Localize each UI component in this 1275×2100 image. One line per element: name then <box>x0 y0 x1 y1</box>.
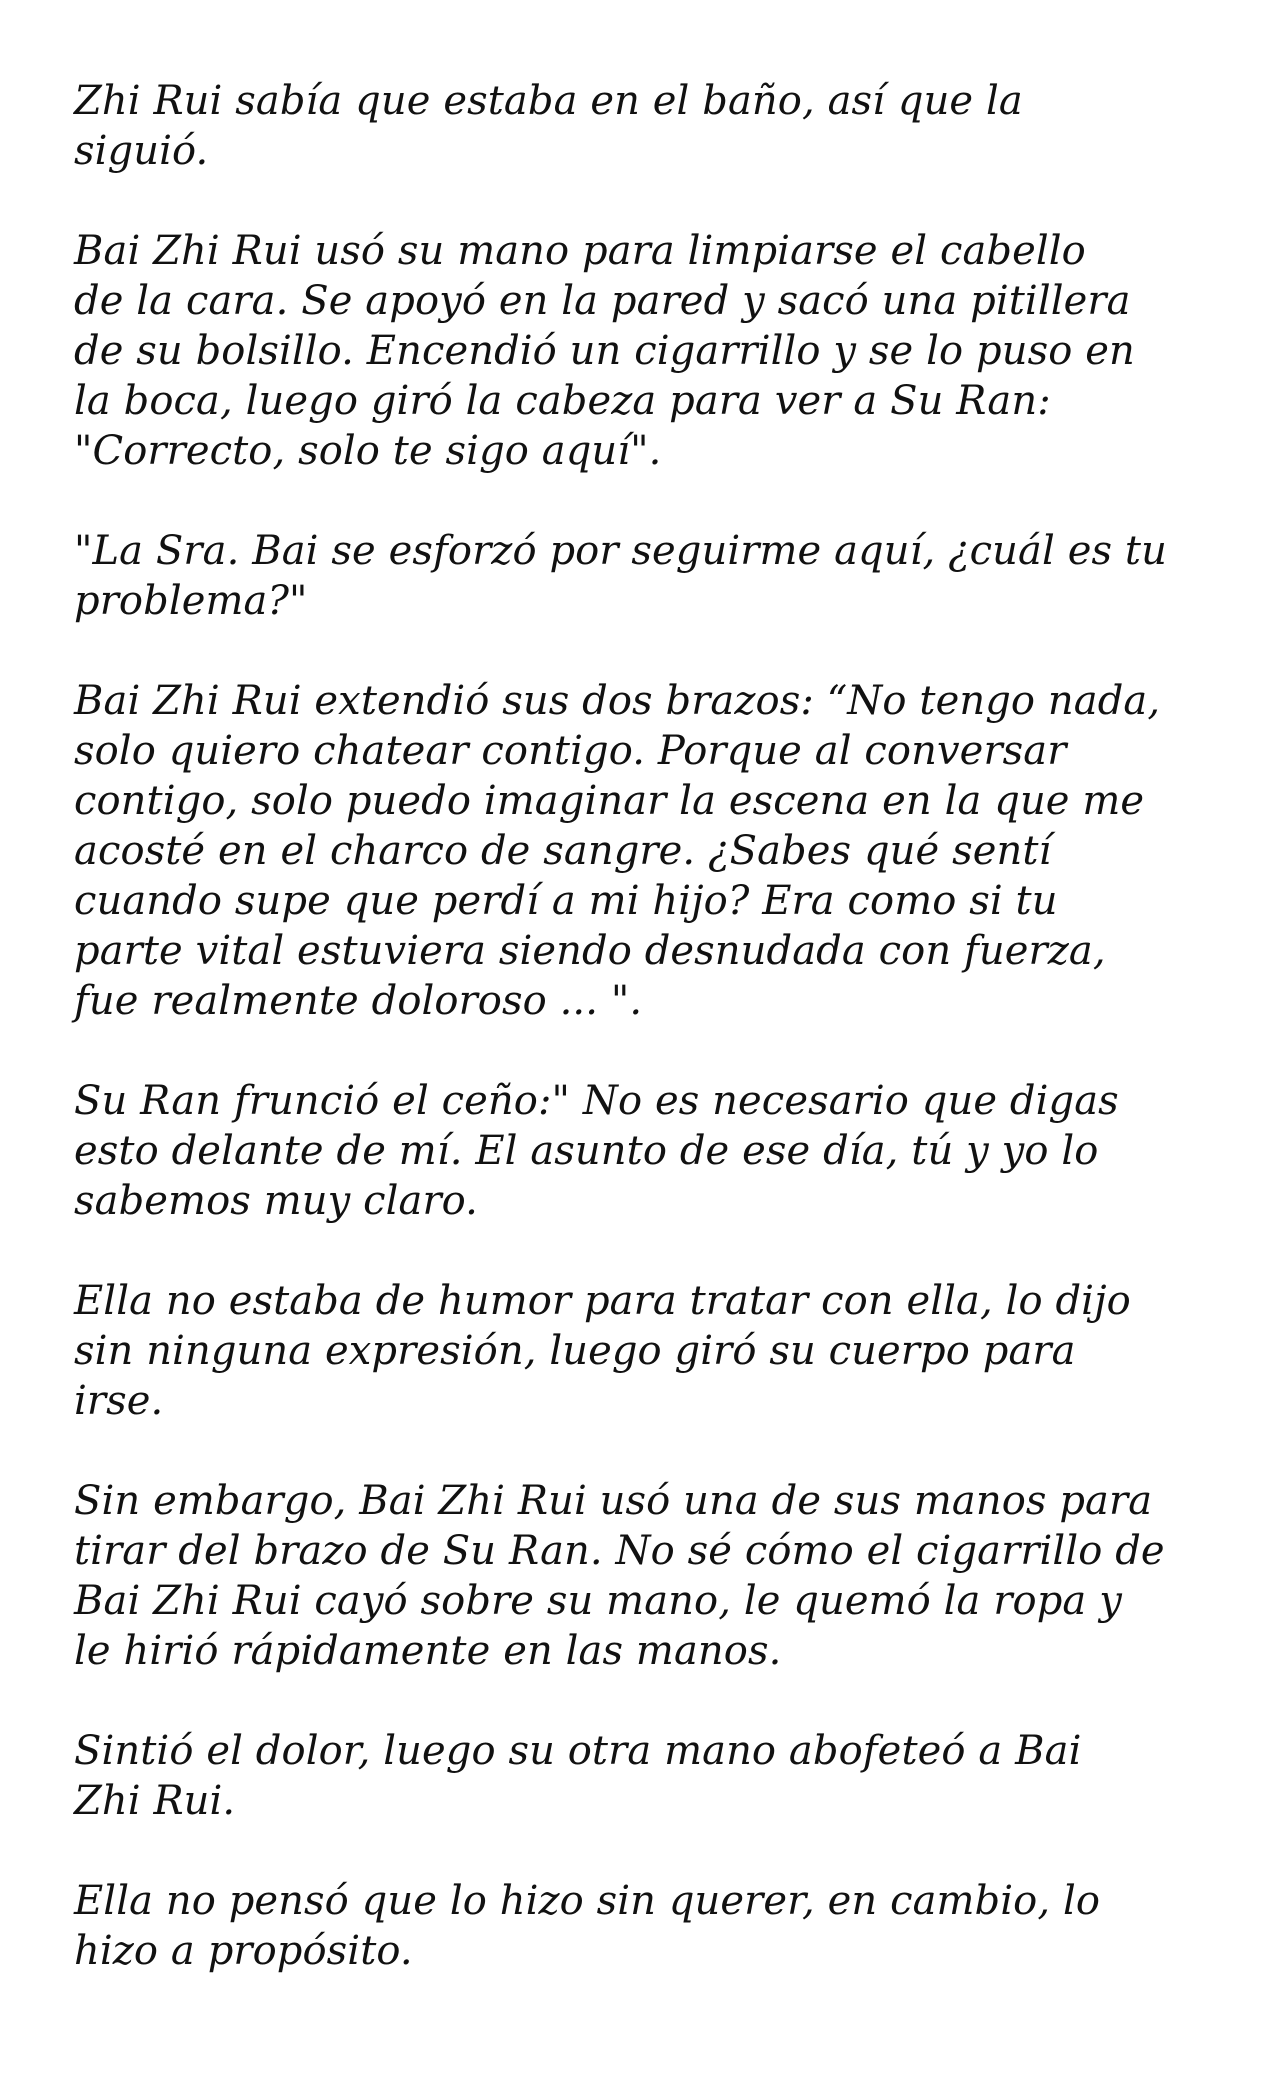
text-line: Su Ran frunció el ceño:" No es necesario que digas <box>74 1078 1119 1124</box>
text-line: Bai Zhi Rui cayó sobre su mano, le quemó la ropa y <box>74 1578 1122 1624</box>
paragraph-3 <box>74 526 1204 626</box>
text-line: Bai Zhi Rui usó su mano para limpiarse el cabello <box>74 228 1086 274</box>
text-line: irse. <box>74 1378 164 1424</box>
text-line: Sintió el dolor, luego su otra mano abofeteó a Bai <box>74 1728 1082 1774</box>
text-line: sabemos muy claro. <box>74 1178 478 1224</box>
text-line: sin ninguna expresión, luego giró su cuerpo para <box>74 1328 1076 1374</box>
text-line: Zhi Rui. <box>74 1778 236 1824</box>
text-line: cuando supe que perdí a mi hijo? Era como si tu <box>74 878 1058 924</box>
text-line: contigo, solo puedo imaginar la escena en la que me <box>74 778 1145 824</box>
text-line: problema?" <box>74 578 308 624</box>
text-line: solo quiero chatear contigo. Porque al conversar <box>74 728 1067 774</box>
text-line: Sin embargo, Bai Zhi Rui usó una de sus manos para <box>74 1478 1153 1524</box>
paragraph-2 <box>74 226 1204 476</box>
text-line: "Correcto, solo te sigo aquí". <box>74 428 662 474</box>
text-line: acosté en el charco de sangre. ¿Sabes qué sentí <box>74 828 1052 874</box>
text-line: esto delante de mí. El asunto de ese día, tú y yo lo <box>74 1128 1099 1174</box>
text-line: tirar del brazo de Su Ran. No sé cómo el cigarrillo de <box>74 1528 1165 1574</box>
paragraph-9 <box>74 1876 1204 1976</box>
text-line: de su bolsillo. Encendió un cigarrillo y se lo puso en <box>74 328 1135 374</box>
text-line: parte vital estuviera siendo desnudada con fuerza, <box>74 928 1106 974</box>
text-line: Bai Zhi Rui extendió sus dos brazos: “No tengo nada, <box>74 678 1161 724</box>
document-body <box>74 76 1204 2026</box>
text-line: Zhi Rui sabía que estaba en el baño, así que la <box>74 78 1023 124</box>
text-line: Ella no estaba de humor para tratar con ella, lo dijo <box>74 1278 1131 1324</box>
text-line: Ella no pensó que lo hizo sin querer, en cambio, lo <box>74 1878 1101 1924</box>
paragraph-7 <box>74 1476 1204 1676</box>
paragraph-4 <box>74 676 1204 1026</box>
text-line: fue realmente doloroso ... ". <box>74 978 643 1024</box>
text-line: hizo a propósito. <box>74 1928 413 1974</box>
paragraph-8 <box>74 1726 1204 1826</box>
text-line: "La Sra. Bai se esforzó por seguirme aquí, ¿cuál es tu <box>74 528 1167 574</box>
paragraph-5 <box>74 1076 1204 1226</box>
paragraph-1 <box>74 76 1204 176</box>
text-line: siguió. <box>74 128 209 174</box>
paragraph-6 <box>74 1276 1204 1426</box>
text-line: de la cara. Se apoyó en la pared y sacó una pitillera <box>74 278 1131 324</box>
text-line: le hirió rápidamente en las manos. <box>74 1628 782 1674</box>
text-line: la boca, luego giró la cabeza para ver a Su Ran: <box>74 378 1051 424</box>
